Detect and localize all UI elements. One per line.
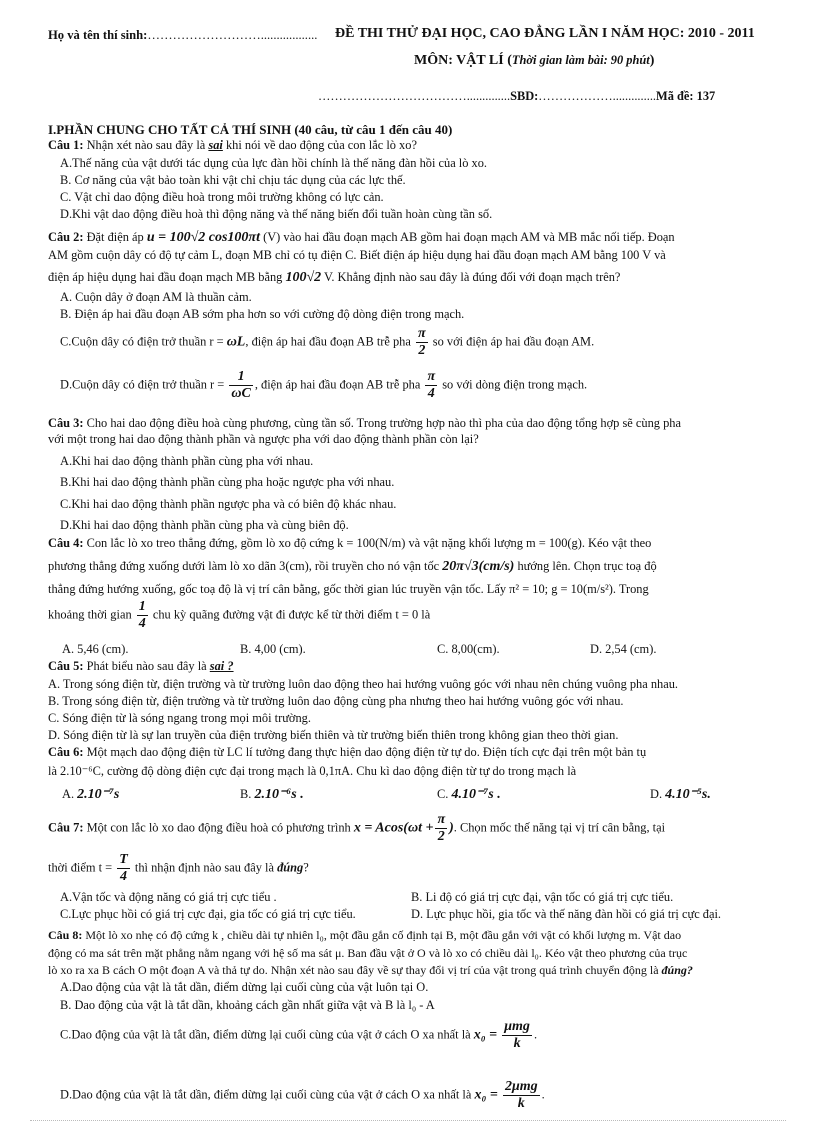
question-6-option-c-value: 4.10⁻⁷s . — [451, 787, 501, 802]
question-7-equation-close: ) — [449, 820, 454, 836]
candidate-name-dots: ……………………….................. — [147, 28, 318, 42]
question-4-fraction — [137, 600, 148, 631]
question-3-option-b: B.Khi hai dao động thành phần cùng pha hoặc ngược pha với nhau. — [60, 475, 395, 489]
question-7-text: Một con lắc lò xo dao động điều hoà có phương trình — [86, 820, 351, 835]
question-4-option-d: D. 2,54 (cm). — [590, 642, 657, 656]
question-2-option-d-fraction-2 — [425, 370, 437, 401]
question-4-line-2 — [48, 559, 657, 575]
question-2-label: Câu 2: — [48, 230, 84, 244]
question-5-option-c: C. Sóng điện từ là sóng ngang trong mọi môi trường. — [48, 711, 311, 725]
question-1-stem — [48, 138, 417, 153]
question-1-option-b: B. Cơ năng của vật bảo toàn khi vật chỉ chịu tác dụng của các lực thế. — [60, 173, 406, 187]
question-8-option-c — [60, 1020, 537, 1051]
fraction-numerator: 1 — [138, 599, 146, 614]
question-5-option-a: A. Trong sóng điện từ, điện trường và từ trường luôn dao động theo hai hướng vuông góc với nhau nên chúng vuông pha nhau. — [48, 677, 679, 691]
question-3-option-c: C.Khi hai dao động thành phần ngược pha và có biên độ khác nhau. — [60, 497, 397, 511]
question-4-line-2-text-2: hướng lên. Chọn trục toạ độ — [517, 559, 657, 573]
question-8-line-3 — [48, 963, 693, 978]
question-2-option-c-text: C.Cuộn dây có điện trở thuần r = — [60, 334, 224, 349]
question-2-text: Đặt điện áp — [86, 230, 144, 244]
question-1-option-a: A.Thế năng của vật dưới tác dụng của lực đàn hồi chính là thế năng đàn hồi của lò xo. — [60, 156, 488, 170]
question-7-text-2: . Chọn mốc thế năng tại vị trí cân bằng, tại — [453, 820, 666, 835]
fraction-denominator: 4 — [120, 869, 128, 884]
fraction-numerator: μmg — [504, 1019, 530, 1034]
question-8-option-d — [60, 1080, 545, 1111]
sbd-dots-2: ……………….............. — [538, 89, 657, 103]
question-7-line-2-text-2: thì nhận định nào sau đây là — [134, 860, 274, 875]
question-8-option-c-variable: x₀ = — [473, 1027, 498, 1043]
question-2-option-a: A. Cuộn dây ở đoạn AM là thuần cảm. — [60, 290, 252, 304]
question-6-option-d-value: 4.10⁻⁵s. — [665, 787, 711, 802]
fraction-denominator: 4 — [427, 386, 435, 401]
question-7-option-c: C.Lực phục hồi có giá trị cực đại, gia tốc có giá trị cực tiểu. — [60, 907, 356, 921]
question-4-line-2-text: phương thẳng đứng xuống dưới làm lò xo dãn 3(cm), rồi truyền cho nó vận tốc — [48, 559, 440, 573]
fraction-numerator: π — [427, 369, 436, 384]
question-5-option-d: D. Sóng điện từ là sự lan truyền của điện trường biến thiên và từ trường biến thiên trong không gian theo thời gian. — [48, 728, 619, 742]
question-6-text: Một mạch dao động điện từ LC lí tưởng đang thực hiện dao động điện từ tự do. Điện tích cực đại trên một bản tụ — [86, 745, 647, 759]
fraction-denominator: ωC — [231, 386, 251, 401]
question-8-option-d-variable: x₀ = — [474, 1087, 498, 1103]
question-6-option-c — [437, 786, 501, 803]
question-4-option-a: A. 5,46 (cm). — [62, 642, 129, 656]
question-2-option-c-equation: ωL — [226, 334, 246, 350]
question-6-option-a-value: 2.10⁻⁷s — [77, 787, 120, 802]
question-7-emphasis: đúng — [277, 860, 304, 875]
question-2-option-c-text-2: , điện áp hai đầu đoạn AB trễ pha — [245, 334, 411, 349]
fraction-denominator: k — [513, 1036, 521, 1051]
question-7-question-mark: ? — [303, 860, 309, 875]
question-3-line-2: với một trong hai dao động thành phần và ngược pha với dao động thành phần còn lại? — [48, 432, 479, 446]
question-8-label: Câu 8: — [48, 928, 83, 942]
question-3-option-a: A.Khi hai dao động thành phần cùng pha với nhau. — [60, 454, 314, 468]
subject-time: Thời gian làm bài: 90 phút — [511, 53, 650, 67]
question-7-equation-fraction — [435, 813, 447, 844]
question-2-option-c — [60, 327, 594, 358]
question-4-velocity-equation: 20π√3(cm/s) — [442, 559, 515, 574]
question-2-line-3-equation: 100√2 — [285, 270, 322, 285]
question-4-label: Câu 4: — [48, 536, 84, 550]
question-3-label: Câu 3: — [48, 416, 84, 430]
candidate-name-field — [48, 28, 317, 43]
question-4-option-c: C. 8,00(cm). — [437, 642, 500, 656]
question-8-line-1 — [48, 928, 681, 943]
question-6-label: Câu 6: — [48, 745, 84, 759]
question-1-text-2: khi nói về dao động của con lắc lò xo? — [225, 138, 417, 152]
question-2-option-c-fraction — [416, 327, 428, 358]
question-6-line-2: là 2.10⁻⁶C, cường độ dòng điện cực đại trong mạch là 0,1πA. Chu kì dao động điện từ tự do trong mạch là — [48, 764, 577, 778]
question-6-line-1 — [48, 745, 646, 760]
subject-suffix: ) — [649, 53, 655, 68]
fraction-numerator: T — [119, 852, 128, 867]
question-4-option-b: B. 4,00 (cm). — [240, 642, 306, 656]
question-3-text: Cho hai dao động điều hoà cùng phương, cùng tần số. Trong trường hợp nào thì pha của dao động tổng hợp sẽ cùng pha — [86, 416, 681, 430]
question-8-text: Một lò xo nhẹ có độ cứng k , chiều dài tự nhiên l₀, một đầu gắn cố định tại B, một đầu gắn với vật có khối lượng m. Vật dao — [85, 928, 682, 942]
page-footer-divider — [30, 1120, 786, 1121]
question-2-option-d-text-2: , điện áp hai đầu đoạn AB trễ pha — [254, 377, 421, 392]
question-5-emphasis: sai ? — [209, 659, 234, 673]
question-1-label: Câu 1: — [48, 138, 84, 152]
question-8-emphasis: đúng? — [661, 963, 693, 977]
question-2-option-d-text-3: so với dòng điện trong mạch. — [442, 377, 588, 392]
exam-code: Mã đề: 137 — [656, 89, 716, 103]
question-7-time-fraction — [117, 853, 130, 884]
question-1-option-c: C. Vật chỉ dao động điều hoà trong môi trường không có lực cản. — [60, 190, 384, 204]
fraction-denominator: 4 — [138, 616, 146, 631]
fraction-denominator: k — [517, 1096, 525, 1111]
question-7-line-1 — [48, 813, 665, 844]
question-3-line-1 — [48, 416, 681, 431]
question-1-option-d: D.Khi vật dao động điều hoà thì động năng và thế năng biến đổi tuần hoàn cùng tần số. — [60, 207, 493, 221]
option-letter: C. — [437, 787, 449, 801]
question-4-line-4 — [48, 600, 430, 631]
question-5-option-b: B. Trong sóng điện từ, điện trường và từ trường luôn dao động cùng pha nhưng theo hai hướng vuông góc với nhau. — [48, 694, 624, 708]
question-7-option-b: B. Li độ có giá trị cực đại, vận tốc có giá trị cực tiểu. — [411, 890, 674, 904]
question-4-line-4-text-2: chu kỳ quãng đường vật đi được kể từ thời điểm t = 0 là — [152, 607, 431, 622]
question-7-option-d: D. Lực phục hồi, gia tốc và thế năng đàn hồi có giá trị cực đại. — [411, 907, 722, 921]
fraction-numerator: 2μmg — [504, 1079, 538, 1094]
question-4-line-3: thẳng đứng hướng xuống, gốc toạ độ là vị trí cân bằng, gốc thời gian lúc truyền vận tốc. Lấy π² = 10; g = 10(m/s²). Trong — [48, 582, 649, 596]
sbd-line — [318, 89, 715, 104]
question-2-line-3 — [48, 270, 620, 286]
exam-subject — [414, 53, 654, 69]
question-8-option-a: A.Dao động của vật là tắt dần, điểm dừng lại cuối cùng của vật luôn tại O. — [60, 980, 429, 994]
question-2-option-d — [60, 370, 587, 401]
question-2-equation: u = 100√2 cos100πt — [146, 230, 260, 245]
fraction-numerator: 1 — [229, 370, 252, 386]
sbd-dots: ……………………………….............. — [318, 89, 511, 103]
candidate-name-label: Họ và tên thí sinh: — [48, 28, 148, 42]
question-7-option-a: A.Vận tốc và động năng có giá trị cực tiểu . — [60, 890, 277, 904]
question-1-emphasis: sai — [208, 138, 223, 152]
question-6-option-b-value: 2.10⁻⁶s . — [254, 787, 304, 802]
question-8-option-d-fraction — [503, 1080, 540, 1111]
fraction-numerator: π — [418, 326, 426, 341]
section-title: I.PHẦN CHUNG CHO TẤT CẢ THÍ SINH (40 câu, từ câu 1 đến câu 40) — [48, 122, 453, 137]
question-7-line-2 — [48, 853, 309, 884]
question-7-equation: x = Acos(ωt + — [353, 820, 434, 836]
question-6-option-b — [240, 786, 304, 803]
question-6-option-a — [62, 786, 119, 803]
question-4-text: Con lắc lò xo treo thẳng đứng, gồm lò xo độ cứng k = 100(N/m) và vật nặng khối lượng m = 100(g). Kéo vật theo — [86, 536, 652, 550]
question-2-option-c-text-3: so với điện áp hai đầu đoạn AM. — [432, 334, 595, 349]
question-5-text: Phát biểu nào sau đây là — [86, 659, 207, 673]
question-8-option-d-period: . — [541, 1087, 545, 1102]
question-6-option-d — [650, 786, 711, 803]
option-letter: B. — [240, 787, 252, 801]
option-letter: A. — [62, 787, 75, 801]
exam-title: ĐỀ THI THỬ ĐẠI HỌC, CAO ĐẲNG LẦN I NĂM HỌC: 2010 - 2011 — [335, 26, 755, 41]
option-letter: D. — [650, 787, 663, 801]
question-4-line-1 — [48, 536, 651, 551]
question-2-line-2: AM gồm cuộn dây có độ tự cảm L, đoạn MB chỉ có tụ điện C. Biết điện áp hiệu dụng hai đầu đoạn mạch AM bằng 100 V và — [48, 248, 666, 262]
question-2-text-2: (V) vào hai đầu đoạn mạch AB gồm hai đoạn mạch AM và MB mắc nối tiếp. Đoạn — [263, 230, 675, 244]
question-8-option-b: B. Dao động của vật là tắt dần, khoảng cách gần nhất giữa vật và B là l₀ - A — [60, 998, 435, 1012]
question-7-line-2-text: thời điểm t = — [48, 860, 113, 875]
question-5-label: Câu 5: — [48, 659, 84, 673]
question-3-option-d: D.Khi hai dao động thành phần cùng pha và cùng biên độ. — [60, 518, 349, 532]
question-5-stem — [48, 659, 234, 674]
question-1-text: Nhận xét nào sau đây là — [86, 138, 206, 152]
question-2-line-3-text: điện áp hiệu dụng hai đầu đoạn mạch MB bằng — [48, 270, 283, 284]
subject-prefix: MÔN: VẬT LÍ ( — [414, 53, 512, 68]
question-2-line-1 — [48, 230, 675, 246]
question-8-option-c-text: C.Dao động của vật là tắt dần, điểm dừng lại cuối cùng của vật ở cách O xa nhất là — [60, 1027, 471, 1042]
fraction-denominator: 2 — [437, 829, 445, 844]
question-2-option-d-fraction — [229, 370, 252, 401]
question-7-label: Câu 7: — [48, 820, 84, 835]
question-8-line-3-text: lò xo ra xa B cách O một đoạn A và thả tự do. Nhận xét nào sau đây về sự thay đổi vị trí của vật trong quá trình chuyển động là — [48, 963, 659, 977]
fraction-numerator: π — [437, 812, 446, 827]
question-8-option-c-fraction — [502, 1020, 532, 1051]
question-8-line-2: động có ma sát trên mặt phẳng nằm ngang với hệ số ma sát μ. Ban đầu vật ở O và lò xo có chiều dài l₀. Kéo vật theo phương của trục — [48, 946, 688, 960]
fraction-denominator: 2 — [418, 343, 426, 358]
sbd-label: SBD: — [510, 89, 539, 103]
question-2-option-d-text: D.Cuộn dây có điện trở thuần r = — [60, 377, 225, 392]
question-4-line-4-text: khoảng thời gian — [48, 607, 132, 622]
question-8-option-d-text: D.Dao động của vật là tắt dần, điểm dừng lại cuối cùng của vật ở cách O xa nhất là — [60, 1087, 472, 1102]
question-2-line-3-text-2: V. Khẳng định nào sau đây là đúng đối với đoạn mạch trên? — [324, 270, 621, 284]
question-8-option-c-period: . — [533, 1027, 538, 1042]
question-2-option-b: B. Điện áp hai đầu đoạn AB sớm pha hơn so với cường độ dòng điện trong mạch. — [60, 307, 465, 321]
